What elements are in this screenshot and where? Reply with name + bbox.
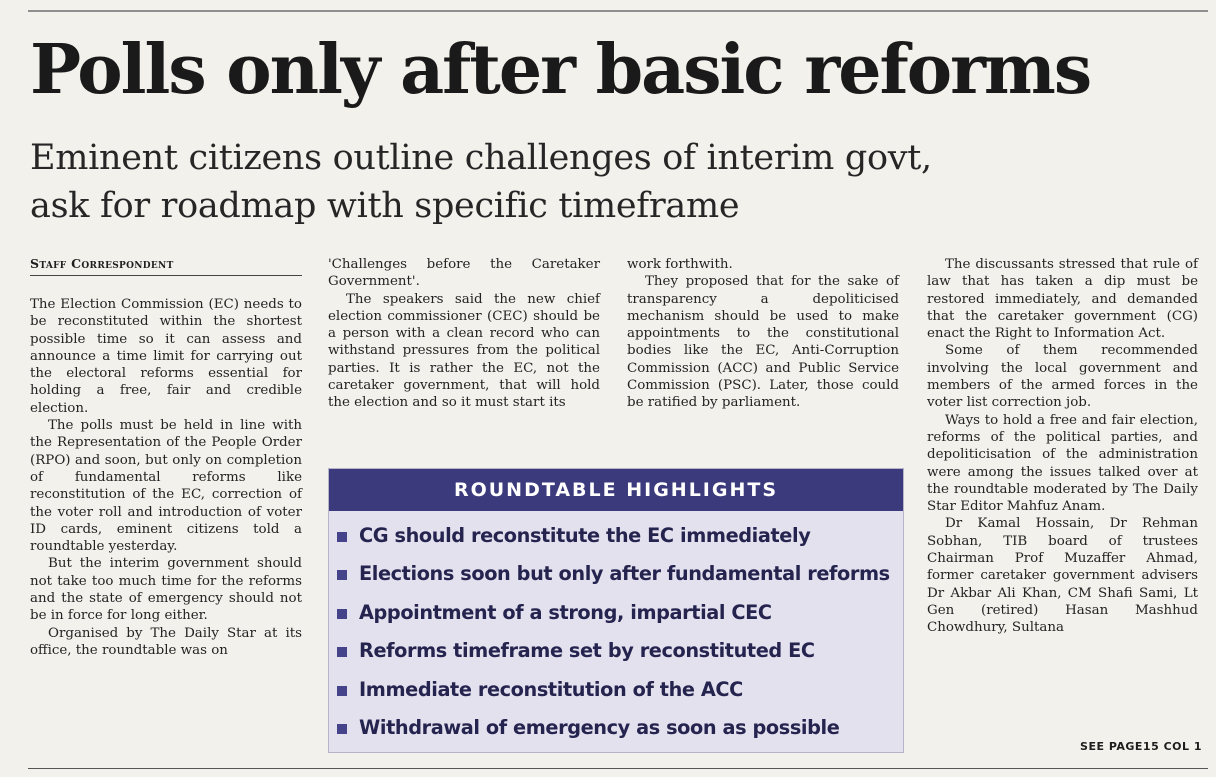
highlight-item xyxy=(329,517,903,555)
highlight-item xyxy=(329,555,903,593)
highlight-text: Withdrawal of emergency as soon as possible xyxy=(359,715,840,739)
highlight-text: CG should reconstitute the EC immediately xyxy=(359,524,811,547)
highlight-text: Reforms timeframe set by reconstituted EC xyxy=(359,639,815,663)
continuation-note: SEE PAGE15 COL 1 xyxy=(1080,740,1202,753)
paragraph: The polls must be held in line with the Representation of the People Order (RPO) and soon, but only on completion of fundamental reforms like reconstitution of the EC, correction of the voter roll and introduction of voter ID cards, eminent citizens told a roundtable yesterday. xyxy=(30,418,302,555)
highlight-item xyxy=(329,671,903,709)
highlight-text: Elections soon but only after fundamental reforms xyxy=(359,562,890,586)
highlight-text: Appointment of a strong, impartial CEC xyxy=(359,600,772,624)
square-bullet-icon xyxy=(337,724,347,734)
headline: Polls only after basic reforms xyxy=(30,30,1091,110)
subheadline xyxy=(30,134,1210,230)
square-bullet-icon xyxy=(337,609,347,619)
square-bullet-icon xyxy=(337,532,347,542)
article-column-2 xyxy=(328,256,600,412)
top-rule xyxy=(28,10,1208,12)
paragraph: The speakers said the new chief election commissioner (CEC) should be a person with a clean record who can withstand pressures from the political parties. It is rather the EC, not the caretaker government, that will hold the election and so it must start its xyxy=(328,291,600,411)
square-bullet-icon xyxy=(337,686,347,696)
subhead-line-2: ask for roadmap with specific timeframe xyxy=(30,186,740,226)
highlights-title: ROUNDTABLE HIGHLIGHTS xyxy=(329,469,903,511)
highlight-item xyxy=(329,632,903,670)
square-bullet-icon xyxy=(337,647,347,657)
bottom-rule xyxy=(28,768,1208,769)
article-column-3 xyxy=(627,256,899,412)
square-bullet-icon xyxy=(337,570,347,580)
paragraph: Some of them recommended involving the local government and members of the armed forces in the voter list correction job. xyxy=(927,343,1198,411)
paragraph: 'Challenges before the Caretaker Government'. xyxy=(328,257,600,290)
paragraph: They proposed that for the sake of transparency a depoliticised mechanism should be used to make appointments to the constitutional bodies like the EC, Anti-Corruption Commission (ACC) and Public Service Commission (PSC). Later, those could be ratified by parliament. xyxy=(627,274,899,411)
subhead-line-1: Eminent citizens outline challenges of interim govt, xyxy=(30,138,932,178)
paragraph: The Election Commission (EC) needs to be reconstituted within the shortest possible time so it can assess and announce a time limit for carrying out the electoral reforms essential for holding a free, fair and credible election. xyxy=(30,297,302,416)
paragraph: Ways to hold a free and fair election, reforms of the political parties, and depoliticisation of the administration were among the issues talked over at the roundtable moderated by The Daily Star Editor Mahfuz Anam. xyxy=(927,412,1198,515)
highlights-list xyxy=(329,517,903,747)
paragraph: Dr Kamal Hossain, Dr Rehman Sobhan, TIB board of trustees Chairman Prof Muzaffer Ahmad, former caretaker government advisers Dr Akbar Ali Khan, CM Shafi Sami, Lt Gen (retired) Hasan Mashhud Chowdhury, Sultana xyxy=(927,516,1198,636)
paragraph: But the interim government should not take too much time for the reforms and the state of emergency should not be in force for long either. xyxy=(30,556,302,624)
highlight-item xyxy=(329,709,903,747)
highlight-item xyxy=(329,594,903,632)
article-column-1 xyxy=(30,296,302,659)
highlights-box xyxy=(328,468,904,753)
byline-rule xyxy=(30,275,302,276)
paragraph: The discussants stressed that rule of law that has taken a dip must be restored immediately, and demanded that the caretaker government (CG) enact the Right to Information Act. xyxy=(927,257,1198,342)
paragraph: Organised by The Daily Star at its office, the roundtable was on xyxy=(30,625,302,658)
highlight-text: Immediate reconstitution of the ACC xyxy=(359,677,743,701)
byline: Staff Correspondent xyxy=(30,256,174,271)
paragraph: work forthwith. xyxy=(627,257,733,272)
article-column-4 xyxy=(927,256,1198,637)
